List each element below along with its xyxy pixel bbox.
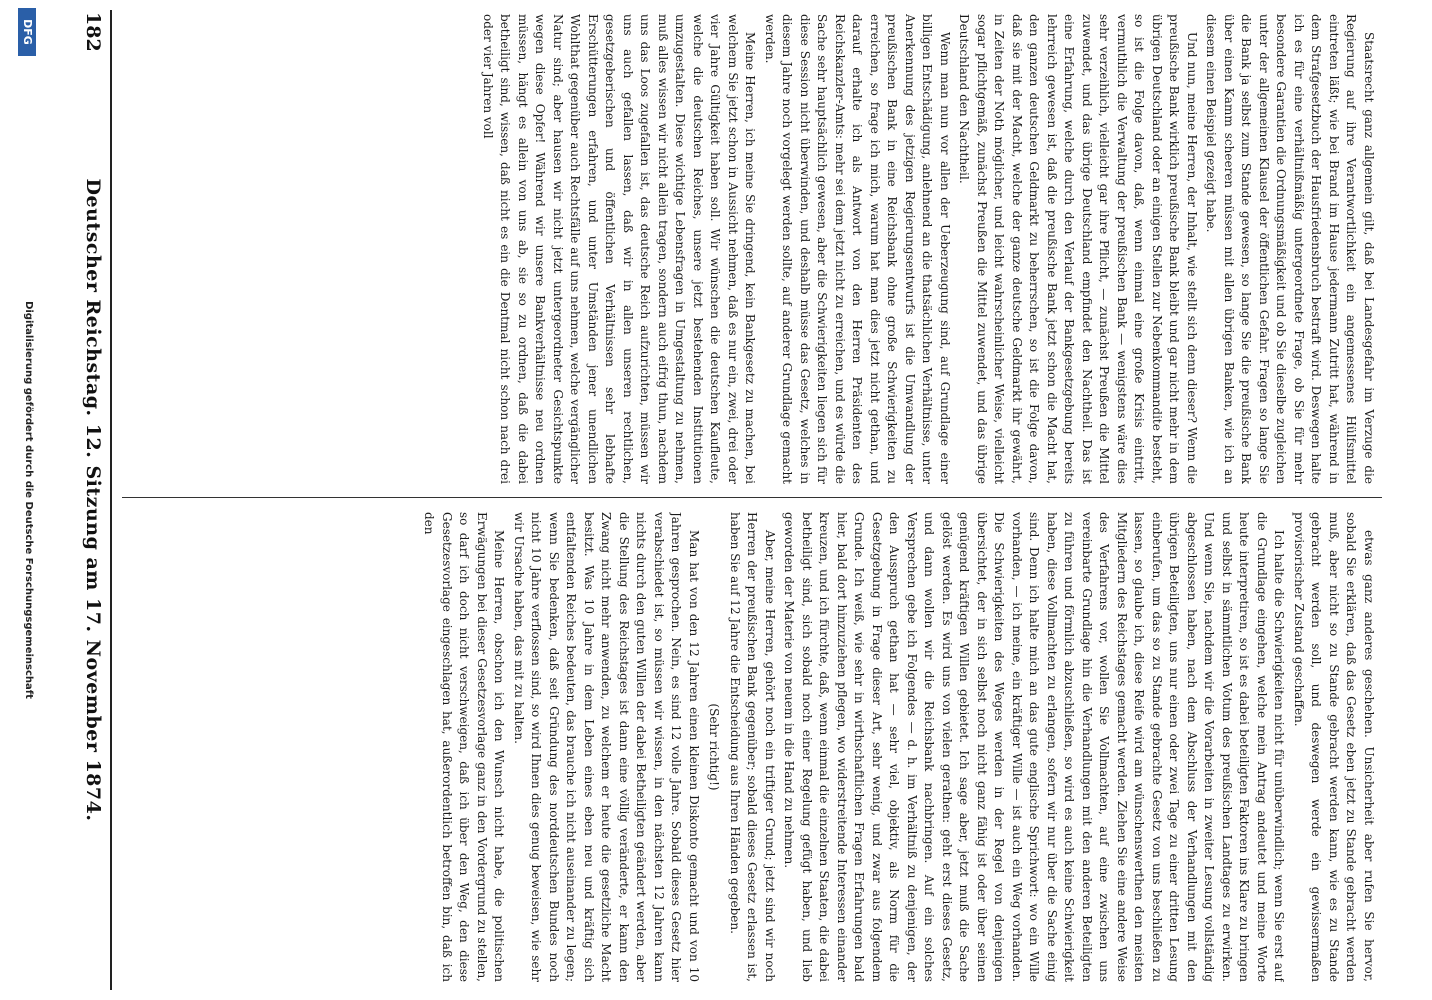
right-column [122,512,1377,982]
paragraph: Man hat von den 12 Jahren einen kleinen Diskonto gemacht und von 10 Jahren gesprochen. Nein, es sind 12 volle Jahre. Sobald dieses Gesetz hier verabschiedet ist, so müssen wir wissen, in den nächsten 12 Jahren kann nichts durch den guten Willen der dabei Betheiligten geändert werden, aber die Stellung des Reichstages ist dann eine völlig veränderte, er kann den Zwang nicht mehr anwenden, zu welchem er heute die gesetzliche Macht besitzt. Was 10 Jahre in dem Leben eines eben neu und kräftig sich entfaltenden Reiches bedeuten, das brauche ich nicht auseinander zu legen; wenn Sie bedenken, daß seit Gründung des norddeutschen Bundes noch nicht 10 Jahre verflossen sind, so wird Ihnen dies genug beweisen, wie sehr wir Ursache haben, das mit zu halten. [512,512,701,982]
column-divider [122,497,1382,498]
paragraph: Aber, meine Herren, gehört noch ein triftiger Grund; jetzt sind wir noch Herren der preußischen Bank gegenüber; sobald dieses Gesetz erlassen ist, haben Sie auf 12 Jahre die Entscheidung aus Ihren Händen gegeben. [728,512,777,982]
interjection: (Sehr richtig!) [707,703,722,791]
running-title: Deutscher Reichstag. 12. Sitzung am 17. November 1874. [82,178,104,822]
paragraph: Ich halte die Schwierigkeiten nicht für unüberwindlich; wenn Sie erst auf die Grundlage eingehen, welche mein Antrag andeutet und meine Worte heute interpretiren, so ist es dabei beteiligten Faktoren ins Klare zu bringen und selbst in sämmtlichen Votum des preußischen Landtages zu erwirken. Und wenn Sie, nachdem wir die Vorarbeiten in zweiter Lesung vollständig abgeschlossen haben, nach dem Abschluss der Verhandlungen mit den übrigen Beteiligten, uns nur einen oder zwei Tage zu einer dritten Lesung einberufen, um das so zu Stande gebrachte Gesetz von uns beschließen zu lassen, so glaube ich, diese Reife wird am wünschenswerthen den meisten Mitgliedern des Reichstages gemacht werden. Ziehen Sie eine andere Weise des Verfahrens vor, wollen Sie Vollmachten, auf eine zwischen uns vereinbarte Grundlage hin die Verhandlungen mit den anderen Beteiligten zu führen und förmlich abzuschließen, so wird es auch keine Schwierigkeit haben, diese Vollmachten zu erlangen, sofern wir nur über die Sache einig sind. Denn ich halte mich an das gute englische Sprichwort: wo ein Wille vorhanden, — ich meine, ein kräftiger Wille — ist auch ein Weg vorhanden. Die Schwierigkeiten des Weges werden in der Regel von denjenigen übersichtet, der in sich selbst noch nicht ganz fähig ist oder über seinen genügend kräftigen Willen gebietet. Ich sage aber, jetzt muß die Sache gelöst werden. Es wird uns von vielen gerathen: geht erst dieses Gesetz, und dann wollen wir die Reichsbank nachbringen. Auf ein solches Versprechen gebe ich Folgendes — d. h. im Verhältniß zu denjenigen, der den Ausspruch gethan hat — sehr viel, objektiv, als Norm für die Gesetzgebung in Frage dieser Art, sehr wenig, und zwar aus folgendem Grunde. Ich weiß, wie sehr in wirthschaftlichen Fragen Erfahrungen bald hier, bald dort hinzuziehen pflegen, wo widerstreitende Interessen einander kreuzen, und ich fürchte, daß, wenn einmal die einzelnen Staaten, die dabei betheiligt sind, sich sobald noch einer Regelung gefügt haben, und lieb geworden der Materie von neuem in die Hand zu nehmen. [782,512,1287,982]
page-number: 182 [82,12,104,52]
paragraph: Wenn man nun vor allen der Ueberzeugung sind, auf Grundlage einer billigen Entschädigung, anlehnend an die thatsächlichen Verhältnisse, unter Anerkennung des jetzigen Regierungsentwurfs ist die Umwandlung der preußischen Bank in eine Reichsbank ohne große Schwierigkeiten zu erreichen, so frage ich mich, warum hat man dies jetzt nicht gethan, und darauf erhalte ich als Antwort von den Herren Präsidenten des Reichskanzler-Amts: mehr sei dem jetzt nicht zu erreichen, und es würde die Sache sehr hauptsächlich gewesen, aber die Schwierigkeiten liegen sich für diese Session nicht überwinden, und deshalb müsse das Gesetz, welches in diesem Jahre noch vorgelegt werden sollte, auf anderer Grundlage gemacht werden. [763,14,952,484]
dfg-logo: DFG [18,8,36,56]
left-column [122,14,1377,484]
header-rule [110,10,112,990]
paragraph: etwas ganz anderes geschehen. Unsicherheit aber rufen Sie hervor, sobald Sie erklären, daß das Gesetz eben jetzt zu Stande gebracht werden muß, aber nicht so zu Stande gebracht werden kann, wie es zu Stande gebracht werden soll, und deswegen werde ein gewissermaßen provisorischer Zustand geschaffen. [1292,512,1376,982]
digitization-note: Digitalisierung gefördert durch die Deutsche Forschungsgemeinschaft [23,301,34,699]
paragraph: Und nun, meine Herren, der Inhalt, wie stellt sich denn dieser? Wenn die preußische Bank wirklich preußische Bank bleibt und gar nicht mehr in dem übrigen Deutschland oder an einigen Stellen zur Nebenkommandite besteht, so ist die Folge davon, daß, wenn einmal eine große Krisis eintritt, vermuthlich die Verwaltung der preußischen Bank — wenigstens wäre dies sehr verzeihlich, vielleicht gar ihre Pflicht, — zunächst Preußen die Mittel zuwendet, und das übrige Deutschland empfindet den Nachtheil. Das ist eine Erfahrung, welche durch den Verlauf der Bankgesetzgebung bereits lehrreich gewesen ist, daß die preußische Bank jetzt schon die Macht hat, den ganzen deutschen Geldmarkt zu beherrschen, so ist die Folge davon, daß sie mit der Macht, welche der ganze deutsche Geldmarkt ihr gewährt, in Zeiten der Noth möglicher, und leicht wahrscheinlicher Weise, vielleicht sogar pflichtgemäß, zunächst Preußen die Mittel zuwendet, und das übrige Deutschland den Nachtheil. [957,14,1199,484]
paragraph: Meine Herren, ich meine Sie dringend, kein Bankgesetz zu machen, bei welchem Sie jetzt schon in Aussicht nehmen, daß es nur ein, zwei, drei oder vier Jahre Gültigkeit haben soll. Wir wünschen die deutschen Kaufleute, welche die deutschen Reiches, unsere jetzt bestehenden Institutionen umzugestalten. Diese wichtige Lebensfragen in Umgestaltung zu nehmen, muß alles wissen wir nicht allein tragen, sondern auch eifrig thun, nachdem uns das Loos zugefallen ist, das deutsche Reich aufzurichten, müssen wir uns auch gefallen lassen, daß wir in allen unseren rechtlichen, gesetzgeberischen und öffentlichen Verhältnissen sehr lebhafte Erschütterungen erfahren, und unter Umständen jener unendlichen Wohlthat gegenüber auch Rechtsfälle auf uns nehmen, welche vergänglicher Natur sind; aber hausen wir nicht jetzt untergeordneter Gesichtspunkte wegen diese Opfer! Während wir unsere Bankverhältnisse neu ordnen müssen, hängt es allein von uns ab, sie so zu ordnen, daß die dabei betheiligt sind, wissen, daß nicht es ein die Dentmal nicht schon nach drei oder vier Jahren voll [481,14,758,484]
paragraph: Staatsrecht ganz allgemein gilt, daß bei Landesgefahr im Verzuge die Regierung auf ihre Verantwortlichkeit ein angemessenes Hülfsmittel eintreten läßt; wie bei Brand im Hause jedermann Zutritt hat, während in dem Strafgesetzbuch der Hausfriedensbruch bestraft wird. Deswegen halte ich es für eine verhältnißmäßig untergeordnete Frage, ob Sie für mehr besondere Garantien die Ordnungsmäßigkeit und ob Sie dieselbe zugleichen unter der allgemeinen Klausel der öffentlichen Gefahr. Fragen so lange Sie die Bank ja selbst zum Stande gewesen, so lange Sie die preußische Bank über einen Kamm scheeren müssen mit allen übrigen Banken, wie ich an diesem einen Beispiel gezeigt habe. [1204,14,1376,484]
paragraph: Meine Herren, obschon ich den Wunsch nicht habe, die politischen Erwägungen bei dieser Gesetzesvorlage ganz in den Vordergrund zu stellen, so darf ich doch nicht verschweigen, daß ich über den Weg, den diese Gesetzesvorlage eingeschlagen hat, außerordentlich betroffen bin, daß ich den [422,512,507,982]
